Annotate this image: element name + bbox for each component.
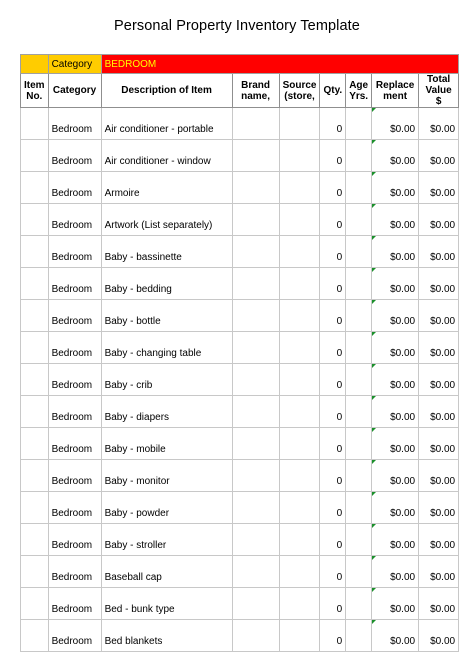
category-cell[interactable]: Bedroom	[48, 204, 101, 236]
comment-marker-icon	[372, 428, 376, 432]
description-cell[interactable]: Air conditioner - window	[101, 140, 232, 172]
brand-cell[interactable]	[232, 108, 279, 140]
item-no-cell[interactable]	[21, 492, 49, 524]
replacement-cell[interactable]	[372, 332, 419, 364]
source-cell[interactable]	[279, 492, 320, 524]
source-cell[interactable]	[279, 396, 320, 428]
description-cell[interactable]: Baby - diapers	[101, 396, 232, 428]
replacement-value: $0.00	[390, 412, 416, 423]
category-cell[interactable]: Bedroom	[48, 332, 101, 364]
total-value-cell[interactable]: $0.00	[419, 556, 459, 588]
category-band-value[interactable]: BEDROOM	[101, 55, 459, 74]
description-cell[interactable]: Baby - changing table	[101, 332, 232, 364]
table-row	[21, 492, 459, 524]
replacement-cell[interactable]	[372, 300, 419, 332]
description-cell[interactable]: Baseball cap	[101, 556, 232, 588]
item-no-cell[interactable]	[21, 620, 49, 652]
replacement-value: $0.00	[390, 380, 416, 391]
category-cell[interactable]: Bedroom	[48, 620, 101, 652]
header-total[interactable]: Total Value $	[419, 74, 459, 108]
qty-cell[interactable]: 0	[320, 236, 346, 268]
age-cell[interactable]	[346, 332, 372, 364]
qty-cell[interactable]: 0	[320, 588, 346, 620]
source-cell[interactable]	[279, 364, 320, 396]
item-no-cell[interactable]	[21, 268, 49, 300]
category-cell[interactable]: Bedroom	[48, 556, 101, 588]
age-cell[interactable]	[346, 236, 372, 268]
replacement-cell[interactable]	[372, 236, 419, 268]
table-row	[21, 428, 459, 460]
table-row	[21, 300, 459, 332]
item-no-cell[interactable]	[21, 364, 49, 396]
category-cell[interactable]: Bedroom	[48, 588, 101, 620]
table-row	[21, 620, 459, 652]
replacement-cell[interactable]	[372, 588, 419, 620]
qty-cell[interactable]: 0	[320, 172, 346, 204]
category-cell[interactable]: Bedroom	[48, 396, 101, 428]
item-no-cell[interactable]	[21, 172, 49, 204]
band-spacer-cell[interactable]	[21, 55, 49, 74]
age-cell[interactable]	[346, 460, 372, 492]
header-item-no[interactable]: Item No.	[21, 74, 49, 108]
brand-cell[interactable]	[232, 364, 279, 396]
inventory-sheet	[20, 54, 459, 652]
category-cell[interactable]: Bedroom	[48, 460, 101, 492]
replacement-value: $0.00	[390, 636, 416, 647]
category-cell[interactable]: Bedroom	[48, 108, 101, 140]
replacement-value: $0.00	[390, 124, 416, 135]
comment-marker-icon	[372, 492, 376, 496]
description-cell[interactable]: Baby - bassinette	[101, 236, 232, 268]
total-value-cell[interactable]: $0.00	[419, 428, 459, 460]
item-no-cell[interactable]	[21, 332, 49, 364]
total-value-cell[interactable]: $0.00	[419, 460, 459, 492]
qty-cell[interactable]: 0	[320, 108, 346, 140]
source-cell[interactable]	[279, 236, 320, 268]
replacement-cell[interactable]	[372, 428, 419, 460]
table-row	[21, 524, 459, 556]
comment-marker-icon	[372, 364, 376, 368]
brand-cell[interactable]	[232, 428, 279, 460]
replacement-value: $0.00	[390, 508, 416, 519]
comment-marker-icon	[372, 236, 376, 240]
description-cell[interactable]: Baby - monitor	[101, 460, 232, 492]
header-age[interactable]: Age Yrs.	[346, 74, 372, 108]
qty-cell[interactable]: 0	[320, 140, 346, 172]
header-replacement[interactable]: Replace ment	[372, 74, 419, 108]
inventory-table	[20, 54, 459, 652]
replacement-value: $0.00	[390, 348, 416, 359]
description-cell[interactable]: Baby - stroller	[101, 524, 232, 556]
total-value-cell[interactable]: $0.00	[419, 108, 459, 140]
header-row	[21, 74, 459, 108]
header-description[interactable]: Description of Item	[101, 74, 232, 108]
source-cell[interactable]	[279, 108, 320, 140]
description-cell[interactable]: Armoire	[101, 172, 232, 204]
replacement-value: $0.00	[390, 540, 416, 551]
comment-marker-icon	[372, 204, 376, 208]
description-cell[interactable]: Baby - crib	[101, 364, 232, 396]
category-cell[interactable]: Bedroom	[48, 364, 101, 396]
total-value-cell[interactable]: $0.00	[419, 524, 459, 556]
source-cell[interactable]	[279, 172, 320, 204]
table-row	[21, 204, 459, 236]
table-row	[21, 236, 459, 268]
description-cell[interactable]: Bed - bunk type	[101, 588, 232, 620]
table-row	[21, 364, 459, 396]
total-value-cell[interactable]: $0.00	[419, 268, 459, 300]
qty-cell[interactable]: 0	[320, 428, 346, 460]
total-value-cell[interactable]: $0.00	[419, 492, 459, 524]
replacement-cell[interactable]	[372, 396, 419, 428]
replacement-cell[interactable]	[372, 108, 419, 140]
qty-cell[interactable]: 0	[320, 556, 346, 588]
item-no-cell[interactable]	[21, 108, 49, 140]
item-no-cell[interactable]	[21, 524, 49, 556]
item-no-cell[interactable]	[21, 204, 49, 236]
brand-cell[interactable]	[232, 204, 279, 236]
age-cell[interactable]	[346, 140, 372, 172]
item-no-cell[interactable]	[21, 300, 49, 332]
table-row	[21, 172, 459, 204]
replacement-cell[interactable]	[372, 140, 419, 172]
age-cell[interactable]	[346, 588, 372, 620]
comment-marker-icon	[372, 108, 376, 112]
item-no-cell[interactable]	[21, 428, 49, 460]
replacement-cell[interactable]	[372, 172, 419, 204]
total-value-cell[interactable]: $0.00	[419, 396, 459, 428]
table-row	[21, 140, 459, 172]
description-cell[interactable]: Baby - powder	[101, 492, 232, 524]
brand-cell[interactable]	[232, 492, 279, 524]
replacement-value: $0.00	[390, 604, 416, 615]
source-cell[interactable]	[279, 428, 320, 460]
qty-cell[interactable]: 0	[320, 268, 346, 300]
item-no-cell[interactable]	[21, 140, 49, 172]
header-category[interactable]: Category	[48, 74, 101, 108]
qty-cell[interactable]: 0	[320, 300, 346, 332]
replacement-cell[interactable]	[372, 524, 419, 556]
brand-cell[interactable]	[232, 620, 279, 652]
category-cell[interactable]: Bedroom	[48, 492, 101, 524]
age-cell[interactable]	[346, 556, 372, 588]
total-value-cell[interactable]: $0.00	[419, 140, 459, 172]
category-cell[interactable]: Bedroom	[48, 140, 101, 172]
table-row	[21, 588, 459, 620]
table-row	[21, 268, 459, 300]
replacement-value: $0.00	[390, 188, 416, 199]
table-row	[21, 556, 459, 588]
table-row	[21, 460, 459, 492]
replacement-value: $0.00	[390, 444, 416, 455]
replacement-cell[interactable]	[372, 492, 419, 524]
brand-cell[interactable]	[232, 396, 279, 428]
qty-cell[interactable]: 0	[320, 620, 346, 652]
qty-cell[interactable]: 0	[320, 524, 346, 556]
header-qty[interactable]: Qty.	[320, 74, 346, 108]
age-cell[interactable]	[346, 268, 372, 300]
brand-cell[interactable]	[232, 236, 279, 268]
qty-cell[interactable]: 0	[320, 492, 346, 524]
item-no-cell[interactable]	[21, 396, 49, 428]
replacement-cell[interactable]	[372, 620, 419, 652]
brand-cell[interactable]	[232, 524, 279, 556]
brand-cell[interactable]	[232, 332, 279, 364]
total-value-cell[interactable]: $0.00	[419, 364, 459, 396]
description-cell[interactable]: Bed blankets	[101, 620, 232, 652]
age-cell[interactable]	[346, 428, 372, 460]
age-cell[interactable]	[346, 204, 372, 236]
comment-marker-icon	[372, 332, 376, 336]
replacement-cell[interactable]	[372, 204, 419, 236]
table-row	[21, 108, 459, 140]
comment-marker-icon	[372, 172, 376, 176]
category-band	[21, 55, 459, 74]
brand-cell[interactable]	[232, 556, 279, 588]
header-brand[interactable]: Brand name,	[232, 74, 279, 108]
replacement-value: $0.00	[390, 476, 416, 487]
source-cell[interactable]	[279, 588, 320, 620]
replacement-cell[interactable]	[372, 268, 419, 300]
replacement-value: $0.00	[390, 220, 416, 231]
replacement-cell[interactable]	[372, 556, 419, 588]
description-cell[interactable]: Baby - bottle	[101, 300, 232, 332]
replacement-value: $0.00	[390, 156, 416, 167]
total-value-cell[interactable]: $0.00	[419, 172, 459, 204]
age-cell[interactable]	[346, 492, 372, 524]
replacement-value: $0.00	[390, 252, 416, 263]
source-cell[interactable]	[279, 332, 320, 364]
age-cell[interactable]	[346, 172, 372, 204]
source-cell[interactable]	[279, 204, 320, 236]
qty-cell[interactable]: 0	[320, 364, 346, 396]
table-row	[21, 396, 459, 428]
brand-cell[interactable]	[232, 588, 279, 620]
comment-marker-icon	[372, 588, 376, 592]
total-value-cell[interactable]: $0.00	[419, 204, 459, 236]
brand-cell[interactable]	[232, 172, 279, 204]
category-cell[interactable]: Bedroom	[48, 268, 101, 300]
description-cell[interactable]: Baby - mobile	[101, 428, 232, 460]
qty-cell[interactable]: 0	[320, 204, 346, 236]
source-cell[interactable]	[279, 268, 320, 300]
source-cell[interactable]	[279, 460, 320, 492]
comment-marker-icon	[372, 620, 376, 624]
replacement-value: $0.00	[390, 316, 416, 327]
table-row	[21, 332, 459, 364]
item-no-cell[interactable]	[21, 588, 49, 620]
age-cell[interactable]	[346, 300, 372, 332]
comment-marker-icon	[372, 140, 376, 144]
category-cell[interactable]: Bedroom	[48, 524, 101, 556]
replacement-cell[interactable]	[372, 364, 419, 396]
comment-marker-icon	[372, 524, 376, 528]
age-cell[interactable]	[346, 620, 372, 652]
total-value-cell[interactable]: $0.00	[419, 236, 459, 268]
category-cell[interactable]: Bedroom	[48, 300, 101, 332]
brand-cell[interactable]	[232, 268, 279, 300]
qty-cell[interactable]: 0	[320, 396, 346, 428]
replacement-cell[interactable]	[372, 460, 419, 492]
total-value-cell[interactable]: $0.00	[419, 300, 459, 332]
comment-marker-icon	[372, 268, 376, 272]
comment-marker-icon	[372, 556, 376, 560]
total-value-cell[interactable]: $0.00	[419, 588, 459, 620]
item-no-cell[interactable]	[21, 236, 49, 268]
source-cell[interactable]	[279, 556, 320, 588]
comment-marker-icon	[372, 460, 376, 464]
description-cell[interactable]: Artwork (List separately)	[101, 204, 232, 236]
brand-cell[interactable]	[232, 140, 279, 172]
description-cell[interactable]: Baby - bedding	[101, 268, 232, 300]
age-cell[interactable]	[346, 364, 372, 396]
comment-marker-icon	[372, 300, 376, 304]
total-value-cell[interactable]: $0.00	[419, 332, 459, 364]
replacement-value: $0.00	[390, 284, 416, 295]
category-cell[interactable]: Bedroom	[48, 236, 101, 268]
category-band-label[interactable]: Category	[48, 55, 101, 74]
item-no-cell[interactable]	[21, 556, 49, 588]
source-cell[interactable]	[279, 300, 320, 332]
total-value-cell[interactable]: $0.00	[419, 620, 459, 652]
replacement-value: $0.00	[390, 572, 416, 583]
source-cell[interactable]	[279, 140, 320, 172]
comment-marker-icon	[372, 396, 376, 400]
qty-cell[interactable]: 0	[320, 460, 346, 492]
source-cell[interactable]	[279, 524, 320, 556]
brand-cell[interactable]	[232, 460, 279, 492]
header-source[interactable]: Source (store,	[279, 74, 320, 108]
age-cell[interactable]	[346, 396, 372, 428]
age-cell[interactable]	[346, 524, 372, 556]
category-cell[interactable]: Bedroom	[48, 172, 101, 204]
description-cell[interactable]: Air conditioner - portable	[101, 108, 232, 140]
age-cell[interactable]	[346, 108, 372, 140]
qty-cell[interactable]: 0	[320, 332, 346, 364]
document-title: Personal Property Inventory Template	[114, 18, 360, 34]
source-cell[interactable]	[279, 620, 320, 652]
category-cell[interactable]: Bedroom	[48, 428, 101, 460]
brand-cell[interactable]	[232, 300, 279, 332]
item-no-cell[interactable]	[21, 460, 49, 492]
